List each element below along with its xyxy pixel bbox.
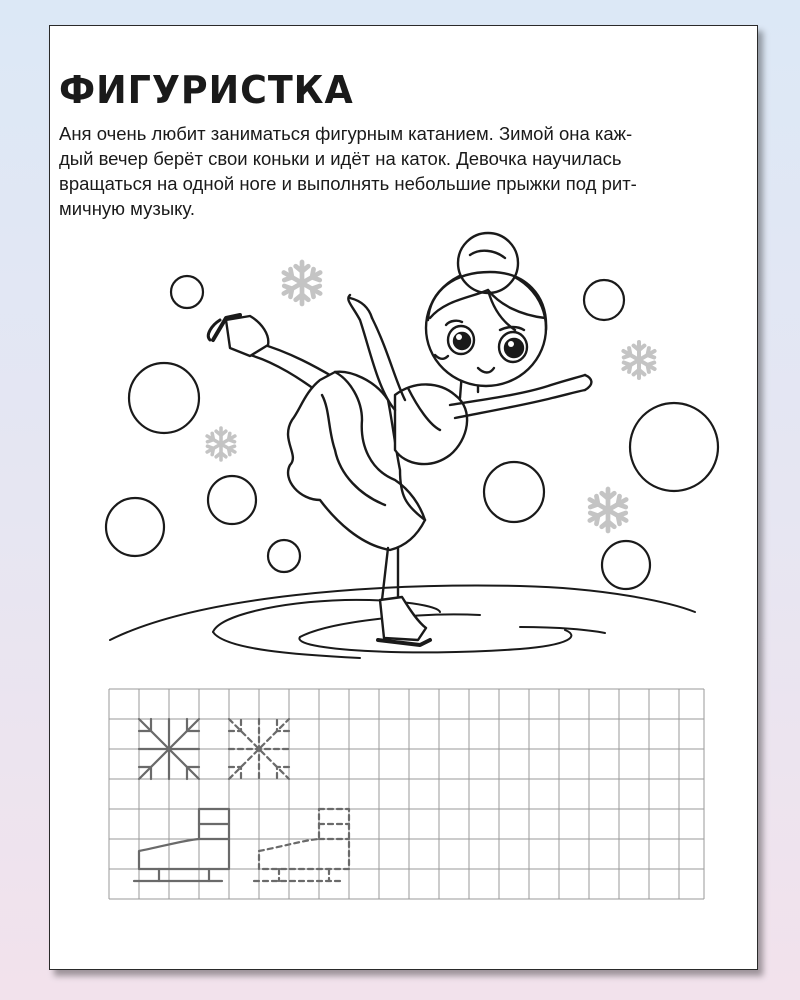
snowflake-icon xyxy=(229,719,289,779)
skate-icon xyxy=(254,809,349,881)
snowball-circle xyxy=(171,276,203,308)
story-line: мичную музыку. xyxy=(59,198,195,219)
page-title: ФИГУРИСТКА xyxy=(59,68,354,112)
snowball-circle xyxy=(129,363,199,433)
story-line: дый вечер берёт свои коньки и идёт на каток. Девочка научилась xyxy=(59,148,622,169)
snowball-circle xyxy=(208,476,256,524)
snowball-circle xyxy=(268,540,300,572)
snowflake-icon xyxy=(139,719,199,779)
snowball-circle xyxy=(602,541,650,589)
snowball-circle xyxy=(584,280,624,320)
skate-icon xyxy=(134,809,229,881)
snowflake-icon xyxy=(207,428,235,460)
story-line: Аня очень любит заниматься фигурным катанием. Зимой она каж- xyxy=(59,123,633,144)
snowball-circle xyxy=(630,403,718,491)
snowball-circle xyxy=(484,462,544,522)
snowball-circle xyxy=(106,498,164,556)
snowflake-icon xyxy=(590,489,626,531)
snowflake-icon xyxy=(284,262,320,304)
figure-skater xyxy=(208,233,591,645)
story-line: вращаться на одной ноге и выполнять небольшие прыжки под рит- xyxy=(59,173,637,194)
snowflake-icon xyxy=(623,342,654,378)
